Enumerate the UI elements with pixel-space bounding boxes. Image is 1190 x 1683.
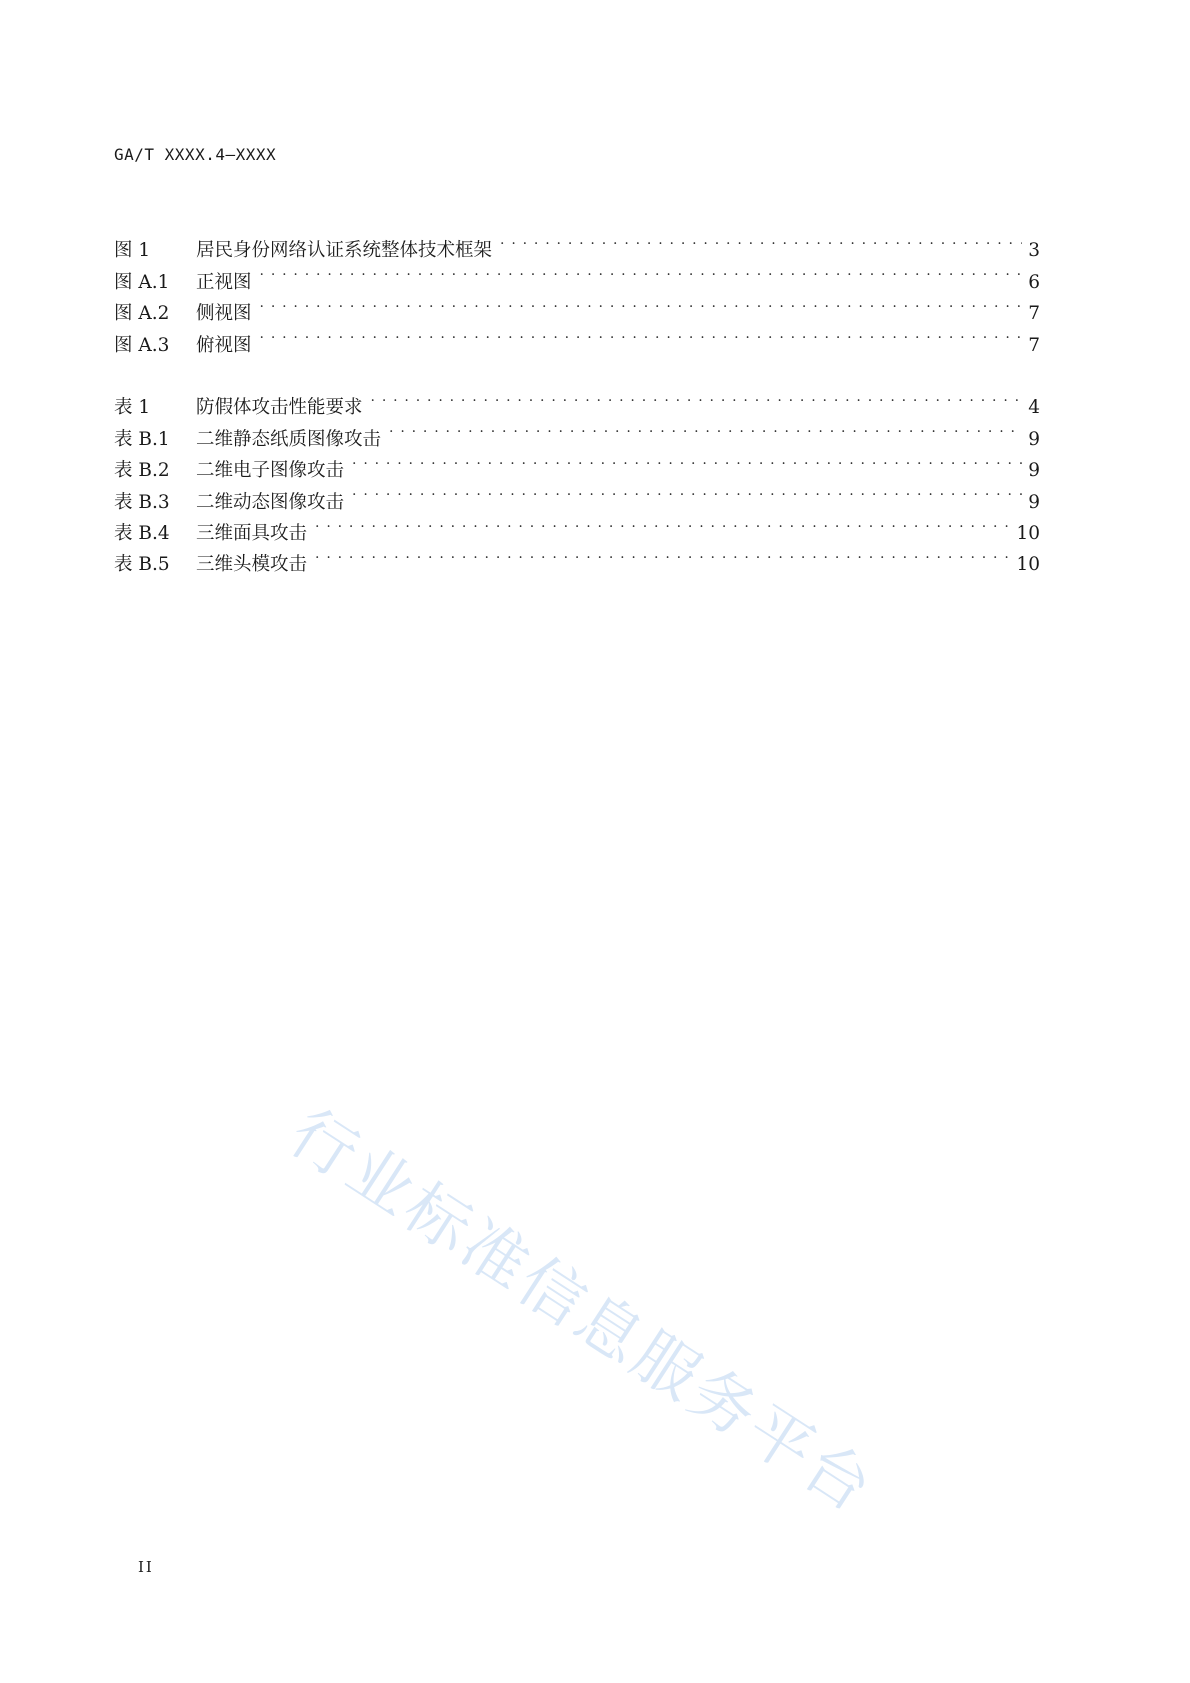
toc-entry-title: 二维电子图像攻击: [196, 460, 345, 482]
watermark: 行业标准信息服务平台: [276, 1096, 888, 1529]
toc-entry-title: 俯视图: [196, 334, 252, 356]
toc-entry-page: 9: [1028, 460, 1040, 482]
toc-entry-page: 10: [1016, 522, 1040, 544]
toc-entry-page: 9: [1028, 491, 1040, 513]
toc-entry-title: 三维面具攻击: [196, 522, 308, 544]
toc-entry-label: 表 B.2: [114, 460, 170, 482]
toc-entry-label: 表 B.4: [114, 522, 170, 544]
dot-leader: [371, 382, 1023, 413]
toc-entry-label: 图 A.2: [114, 303, 170, 325]
dot-leader: [260, 288, 1023, 319]
toc-entry-title: 居民身份网络认证系统整体技术框架: [196, 240, 493, 262]
toc-entry-page: 7: [1028, 334, 1040, 356]
toc-entry-label: 表 B.3: [114, 491, 170, 513]
toc-entry-page: 3: [1028, 240, 1040, 262]
toc-entry-label: 图 1: [114, 240, 151, 262]
dot-leader: [389, 413, 1022, 444]
document-code: GA/T XXXX.4—XXXX: [114, 145, 277, 164]
list-of-figures: [114, 225, 1040, 356]
toc-entry-page: 7: [1028, 303, 1040, 325]
dot-leader: [260, 319, 1023, 350]
toc-entry-page: 4: [1028, 397, 1040, 419]
toc-entry-label: 表 B.5: [114, 554, 170, 576]
dot-leader: [315, 508, 1010, 539]
toc-entry-page: 10: [1016, 554, 1040, 576]
toc-entry-page: 9: [1028, 428, 1040, 450]
toc-entry-title: 侧视图: [196, 303, 252, 325]
dot-leader: [260, 256, 1023, 287]
dot-leader: [315, 539, 1010, 570]
toc-entry-title: 正视图: [196, 271, 252, 293]
dot-leader: [500, 225, 1022, 256]
toc-entry-title: 二维动态图像攻击: [196, 491, 345, 513]
toc-entry-figure[interactable]: [114, 225, 1040, 262]
toc-entry-title: 防假体攻击性能要求: [196, 397, 363, 419]
dot-leader: [352, 445, 1022, 476]
toc-entry-title: 二维静态纸质图像攻击: [196, 428, 382, 450]
toc-entry-label: 表 1: [114, 397, 151, 419]
toc-entry-label: 表 B.1: [114, 428, 170, 450]
toc-entry-page: 6: [1028, 271, 1040, 293]
page-number: II: [138, 1558, 154, 1576]
list-of-tables: [114, 382, 1040, 576]
dot-leader: [352, 476, 1022, 507]
toc-entry-title: 三维头模攻击: [196, 554, 308, 576]
toc-entry-table[interactable]: [114, 382, 1040, 419]
toc-entry-label: 图 A.1: [114, 271, 170, 293]
toc-entry-label: 图 A.3: [114, 334, 170, 356]
